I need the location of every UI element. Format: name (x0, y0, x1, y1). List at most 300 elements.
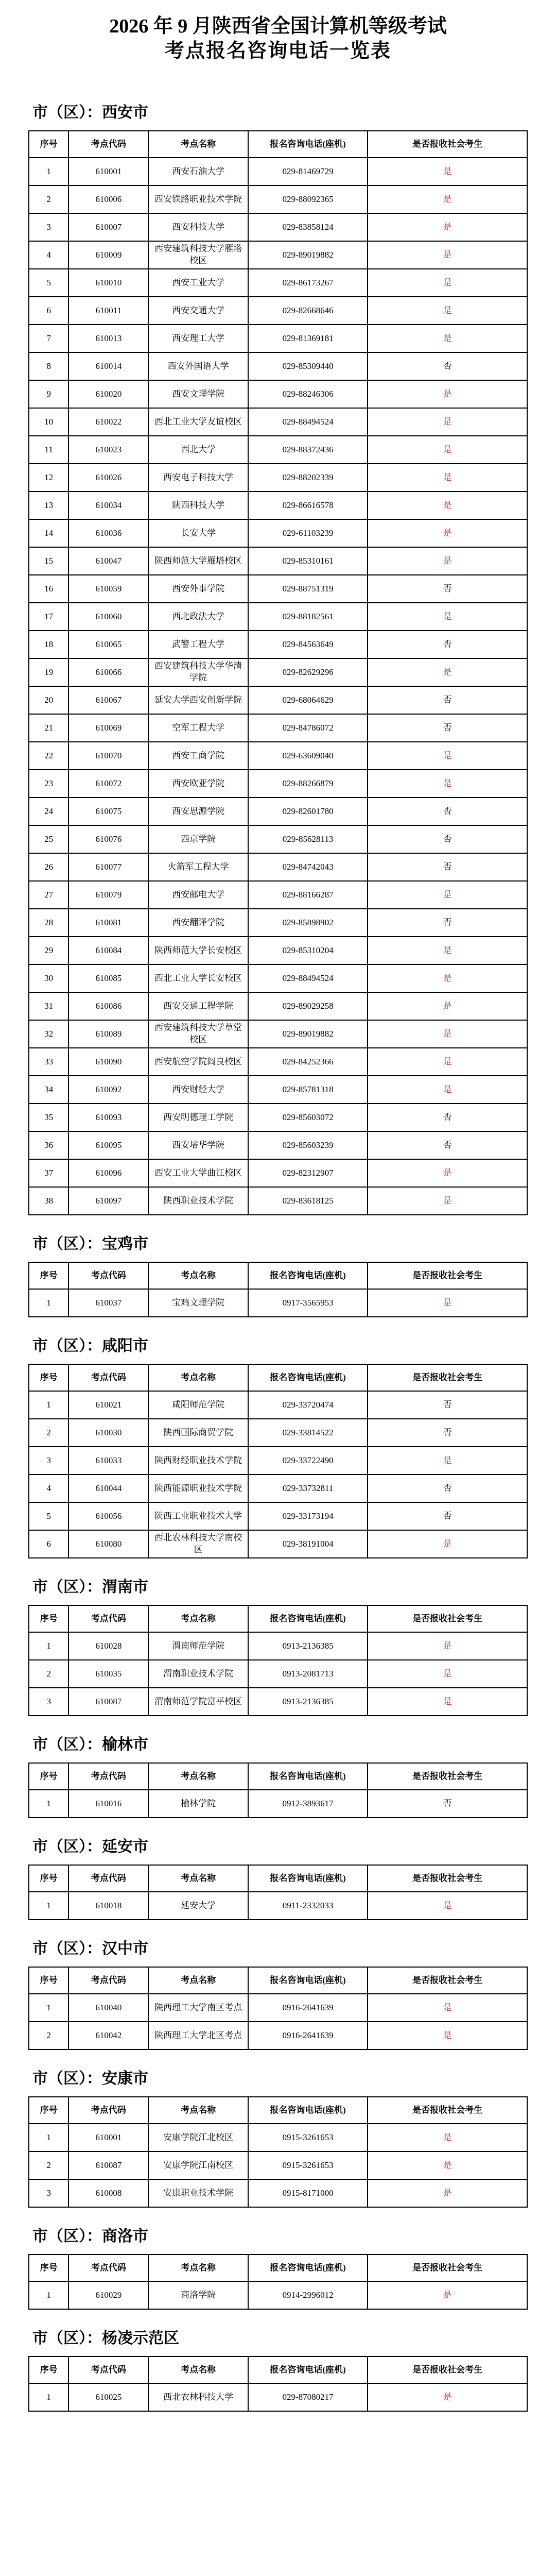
cell-index: 3 (29, 213, 68, 241)
cell-phone: 029-85310161 (248, 547, 368, 575)
table-row (29, 1419, 527, 1447)
cell-site-code: 610034 (68, 492, 148, 519)
cell-site-name: 西安建筑科技大学雁塔校区 (148, 241, 248, 269)
header-index: 序号 (29, 2255, 68, 2281)
table-header-row (29, 131, 527, 158)
cell-phone: 029-84742043 (248, 853, 368, 881)
table-row (29, 825, 527, 853)
header-accepts-public: 是否报收社会考生 (368, 2255, 527, 2281)
region-prefix: 市（区）： (32, 104, 102, 121)
cell-index: 12 (29, 464, 68, 492)
table-row (29, 1289, 527, 1317)
header-site-name: 考点名称 (148, 2255, 248, 2281)
cell-site-name: 西安外事学院 (148, 575, 248, 603)
cell-site-code: 610037 (68, 1289, 148, 1317)
header-phone: 报名咨询电话(座机) (248, 1865, 368, 1892)
cell-phone: 0913-2081713 (248, 1660, 368, 1688)
cell-site-name: 陕西能源职业技术学院 (148, 1475, 248, 1502)
cell-index: 4 (29, 1475, 68, 1502)
table-row (29, 992, 527, 1020)
cell-site-code: 610069 (68, 714, 148, 742)
region-name: 商洛市 (102, 2228, 148, 2245)
header-accepts-public: 是否报收社会考生 (368, 1605, 527, 1632)
header-index: 序号 (29, 1865, 68, 1892)
cell-site-name: 西安电子科技大学 (148, 464, 248, 492)
exam-site-table (28, 1967, 528, 2050)
cell-site-code: 610009 (68, 241, 148, 269)
region-prefix: 市（区）： (32, 2070, 102, 2087)
header-accepts-public: 是否报收社会考生 (368, 2097, 527, 2124)
cell-index: 9 (29, 380, 68, 408)
cell-site-name: 西北大学 (148, 436, 248, 464)
exam-site-table (28, 1762, 528, 1818)
cell-index: 5 (29, 269, 68, 297)
table-row (29, 658, 527, 686)
cell-accepts-public: 否 (368, 1419, 527, 1447)
cell-accepts-public: 是 (368, 1688, 527, 1716)
cell-accepts-public: 是 (368, 1994, 527, 2022)
region-section (28, 1231, 528, 1317)
cell-site-code: 610021 (68, 1391, 148, 1419)
cell-site-name: 西北工业大学长安校区 (148, 964, 248, 992)
region-heading (32, 2223, 528, 2246)
table-row (29, 1447, 527, 1475)
header-site-code: 考点代码 (68, 1262, 148, 1289)
region-section (28, 2325, 528, 2412)
header-phone: 报名咨询电话(座机) (248, 2255, 368, 2281)
cell-phone: 029-88494524 (248, 964, 368, 992)
table-row (29, 185, 527, 213)
exam-site-table (28, 1605, 528, 1716)
region-name: 杨凌示范区 (102, 2330, 179, 2347)
cell-site-code: 610077 (68, 853, 148, 881)
header-site-name: 考点名称 (148, 1865, 248, 1892)
table-row (29, 1892, 527, 1920)
table-row (29, 964, 527, 992)
cell-index: 6 (29, 297, 68, 325)
cell-phone: 0915-3261653 (248, 2124, 368, 2151)
region-heading (32, 1834, 528, 1856)
cell-accepts-public: 否 (368, 1391, 527, 1419)
cell-site-code: 610072 (68, 770, 148, 798)
cell-site-code: 610087 (68, 1688, 148, 1716)
cell-phone: 0911-2332033 (248, 1892, 368, 1920)
cell-site-code: 610011 (68, 297, 148, 325)
cell-site-code: 610023 (68, 436, 148, 464)
cell-site-code: 610047 (68, 547, 148, 575)
header-accepts-public: 是否报收社会考生 (368, 1364, 527, 1391)
header-accepts-public: 是否报收社会考生 (368, 1967, 527, 1994)
cell-phone: 0916-2641639 (248, 2022, 368, 2049)
table-row (29, 853, 527, 881)
cell-phone: 029-84786072 (248, 714, 368, 742)
cell-site-code: 610022 (68, 408, 148, 436)
cell-site-name: 陕西师范大学雁塔校区 (148, 547, 248, 575)
table-row (29, 547, 527, 575)
cell-site-code: 610056 (68, 1502, 148, 1530)
cell-site-name: 西北农林科技大学南校区 (148, 1530, 248, 1558)
header-site-code: 考点代码 (68, 1865, 148, 1892)
cell-site-code: 610042 (68, 2022, 148, 2049)
table-row (29, 1688, 527, 1716)
cell-index: 27 (29, 881, 68, 909)
cell-site-name: 陕西科技大学 (148, 492, 248, 519)
cell-site-name: 陕西职业技术学院 (148, 1187, 248, 1215)
cell-accepts-public: 否 (368, 1502, 527, 1530)
cell-site-name: 西安石油大学 (148, 158, 248, 185)
region-name: 榆林市 (102, 1736, 148, 1753)
cell-site-name: 西安科技大学 (148, 213, 248, 241)
cell-accepts-public: 是 (368, 1020, 527, 1048)
cell-phone: 029-88182561 (248, 603, 368, 631)
cell-phone: 029-85603072 (248, 1104, 368, 1131)
cell-accepts-public: 否 (368, 1131, 527, 1159)
cell-site-name: 西安工业大学 (148, 269, 248, 297)
cell-index: 3 (29, 1447, 68, 1475)
cell-site-code: 610086 (68, 992, 148, 1020)
cell-phone: 029-88202339 (248, 464, 368, 492)
cell-phone: 029-83858124 (248, 213, 368, 241)
cell-index: 1 (29, 2124, 68, 2151)
header-accepts-public: 是否报收社会考生 (368, 1865, 527, 1892)
cell-site-code: 610013 (68, 325, 148, 352)
cell-site-code: 610089 (68, 1020, 148, 1048)
cell-accepts-public: 是 (368, 937, 527, 964)
cell-index: 38 (29, 1187, 68, 1215)
region-prefix: 市（区）： (32, 1940, 102, 1957)
cell-accepts-public: 是 (368, 2383, 527, 2411)
header-accepts-public: 是否报收社会考生 (368, 1262, 527, 1289)
table-row (29, 436, 527, 464)
cell-phone: 029-87080217 (248, 2383, 368, 2411)
table-row (29, 1502, 527, 1530)
cell-index: 1 (29, 1892, 68, 1920)
cell-index: 16 (29, 575, 68, 603)
cell-index: 18 (29, 631, 68, 658)
table-row (29, 1994, 527, 2022)
cell-accepts-public: 是 (368, 1530, 527, 1558)
table-row (29, 325, 527, 352)
cell-phone: 029-86173267 (248, 269, 368, 297)
cell-site-name: 宝鸡文理学院 (148, 1289, 248, 1317)
cell-index: 1 (29, 1289, 68, 1317)
header-index: 序号 (29, 2357, 68, 2383)
table-row (29, 2383, 527, 2411)
header-site-code: 考点代码 (68, 2097, 148, 2124)
cell-index: 19 (29, 658, 68, 686)
cell-site-code: 610029 (68, 2281, 148, 2309)
cell-site-name: 渭南师范学院富平校区 (148, 1688, 248, 1716)
cell-site-name: 西安培华学院 (148, 1131, 248, 1159)
cell-accepts-public: 是 (368, 1187, 527, 1215)
cell-phone: 029-85309440 (248, 352, 368, 380)
cell-index: 1 (29, 1994, 68, 2022)
cell-site-code: 610085 (68, 964, 148, 992)
table-row (29, 770, 527, 798)
cell-accepts-public: 是 (368, 547, 527, 575)
cell-phone: 029-82629296 (248, 658, 368, 686)
cell-site-name: 西安交通大学 (148, 297, 248, 325)
cell-index: 6 (29, 1530, 68, 1558)
table-header-row (29, 1967, 527, 1994)
region-section (28, 2065, 528, 2208)
cell-site-name: 空军工程大学 (148, 714, 248, 742)
header-index: 序号 (29, 131, 68, 158)
cell-site-code: 610028 (68, 1632, 148, 1660)
region-heading (32, 1732, 528, 1754)
cell-site-name: 安康学院江南校区 (148, 2151, 248, 2179)
cell-phone: 029-85628113 (248, 825, 368, 853)
cell-accepts-public: 是 (368, 1076, 527, 1104)
cell-site-code: 610067 (68, 686, 148, 714)
cell-site-code: 610025 (68, 2383, 148, 2411)
region-section (28, 2223, 528, 2310)
table-row (29, 492, 527, 519)
cell-site-code: 610014 (68, 352, 148, 380)
region-name: 宝鸡市 (102, 1235, 148, 1252)
cell-index: 1 (29, 1632, 68, 1660)
header-site-name: 考点名称 (148, 2357, 248, 2383)
cell-site-name: 陕西师范大学长安校区 (148, 937, 248, 964)
cell-site-code: 610020 (68, 380, 148, 408)
cell-accepts-public: 否 (368, 1475, 527, 1502)
cell-index: 1 (29, 1790, 68, 1818)
cell-accepts-public: 否 (368, 686, 527, 714)
cell-site-name: 西安理工大学 (148, 325, 248, 352)
cell-phone: 029-33173194 (248, 1502, 368, 1530)
cell-site-code: 610075 (68, 798, 148, 825)
cell-site-name: 西北农林科技大学 (148, 2383, 248, 2411)
region-heading (32, 2325, 528, 2348)
exam-site-table (28, 1865, 528, 1920)
table-row (29, 714, 527, 742)
table-row (29, 742, 527, 770)
cell-index: 34 (29, 1076, 68, 1104)
header-site-name: 考点名称 (148, 1967, 248, 1994)
header-phone: 报名咨询电话(座机) (248, 1605, 368, 1632)
cell-accepts-public: 否 (368, 631, 527, 658)
cell-site-code: 610097 (68, 1187, 148, 1215)
cell-phone: 029-88246306 (248, 380, 368, 408)
cell-index: 2 (29, 1419, 68, 1447)
cell-phone: 029-88166287 (248, 881, 368, 909)
cell-phone: 029-33720474 (248, 1391, 368, 1419)
table-row (29, 2179, 527, 2207)
cell-site-code: 610010 (68, 269, 148, 297)
cell-index: 2 (29, 2151, 68, 2179)
cell-accepts-public: 是 (368, 603, 527, 631)
cell-site-name: 陕西财经职业技术学院 (148, 1447, 248, 1475)
region-name: 汉中市 (102, 1940, 148, 1957)
cell-site-name: 西安财经大学 (148, 1076, 248, 1104)
header-phone: 报名咨询电话(座机) (248, 1763, 368, 1790)
cell-site-name: 安康职业技术学院 (148, 2179, 248, 2207)
cell-accepts-public: 是 (368, 770, 527, 798)
cell-site-name: 陕西国际商贸学院 (148, 1419, 248, 1447)
cell-index: 10 (29, 408, 68, 436)
cell-index: 3 (29, 2179, 68, 2207)
table-header-row (29, 1262, 527, 1289)
cell-accepts-public: 是 (368, 241, 527, 269)
header-site-code: 考点代码 (68, 2357, 148, 2383)
cell-phone: 029-83618125 (248, 1187, 368, 1215)
cell-index: 2 (29, 1660, 68, 1688)
cell-index: 30 (29, 964, 68, 992)
cell-index: 32 (29, 1020, 68, 1048)
cell-accepts-public: 是 (368, 380, 527, 408)
region-prefix: 市（区）： (32, 1235, 102, 1252)
cell-phone: 029-84252366 (248, 1048, 368, 1076)
cell-index: 1 (29, 1391, 68, 1419)
cell-phone: 029-33814522 (248, 1419, 368, 1447)
cell-accepts-public: 否 (368, 825, 527, 853)
table-row (29, 937, 527, 964)
table-row (29, 2151, 527, 2179)
cell-index: 25 (29, 825, 68, 853)
cell-site-name: 西安明德理工学院 (148, 1104, 248, 1131)
cell-index: 24 (29, 798, 68, 825)
region-section (28, 99, 528, 1215)
region-prefix: 市（区）： (32, 1838, 102, 1855)
table-row (29, 798, 527, 825)
header-site-code: 考点代码 (68, 1763, 148, 1790)
table-row (29, 1020, 527, 1048)
region-prefix: 市（区）： (32, 2228, 102, 2245)
cell-phone: 029-61103239 (248, 519, 368, 547)
table-header-row (29, 1605, 527, 1632)
cell-index: 21 (29, 714, 68, 742)
cell-site-name: 西北政法大学 (148, 603, 248, 631)
cell-site-code: 610018 (68, 1892, 148, 1920)
exam-site-table (28, 1262, 528, 1317)
header-index: 序号 (29, 1364, 68, 1391)
cell-site-code: 610026 (68, 464, 148, 492)
cell-site-code: 610016 (68, 1790, 148, 1818)
header-phone: 报名咨询电话(座机) (248, 1364, 368, 1391)
cell-accepts-public: 是 (368, 492, 527, 519)
region-name: 安康市 (102, 2070, 148, 2087)
cell-phone: 029-88751319 (248, 575, 368, 603)
table-row (29, 158, 527, 185)
cell-accepts-public: 是 (368, 325, 527, 352)
cell-accepts-public: 是 (368, 158, 527, 185)
region-sections (28, 99, 528, 2412)
cell-site-name: 西安外国语大学 (148, 352, 248, 380)
cell-index: 23 (29, 770, 68, 798)
table-row (29, 1048, 527, 1076)
cell-accepts-public: 是 (368, 1289, 527, 1317)
cell-site-code: 610080 (68, 1530, 148, 1558)
table-row (29, 1790, 527, 1818)
cell-accepts-public: 是 (368, 1048, 527, 1076)
cell-phone: 0916-2641639 (248, 1994, 368, 2022)
header-index: 序号 (29, 1605, 68, 1632)
cell-accepts-public: 否 (368, 909, 527, 937)
cell-accepts-public: 是 (368, 1892, 527, 1920)
cell-site-name: 西安铁路职业技术学院 (148, 185, 248, 213)
cell-accepts-public: 是 (368, 1447, 527, 1475)
cell-index: 17 (29, 603, 68, 631)
region-heading (32, 2065, 528, 2088)
cell-index: 28 (29, 909, 68, 937)
cell-site-name: 延安大学西安创新学院 (148, 686, 248, 714)
table-header-row (29, 1865, 527, 1892)
header-phone: 报名咨询电话(座机) (248, 131, 368, 158)
cell-site-code: 610036 (68, 519, 148, 547)
cell-accepts-public: 是 (368, 297, 527, 325)
cell-index: 15 (29, 547, 68, 575)
cell-accepts-public: 是 (368, 881, 527, 909)
cell-phone: 0914-2996012 (248, 2281, 368, 2309)
region-section (28, 1333, 528, 1558)
cell-index: 1 (29, 158, 68, 185)
header-accepts-public: 是否报收社会考生 (368, 2357, 527, 2383)
cell-phone: 029-63609040 (248, 742, 368, 770)
cell-accepts-public: 否 (368, 853, 527, 881)
table-header-row (29, 2357, 527, 2383)
cell-index: 11 (29, 436, 68, 464)
cell-site-code: 610044 (68, 1475, 148, 1502)
cell-index: 7 (29, 325, 68, 352)
cell-phone: 029-33722490 (248, 1447, 368, 1475)
table-row (29, 297, 527, 325)
cell-site-name: 榆林学院 (148, 1790, 248, 1818)
cell-index: 1 (29, 2383, 68, 2411)
cell-site-name: 延安大学 (148, 1892, 248, 1920)
table-row (29, 1530, 527, 1558)
cell-accepts-public: 是 (368, 408, 527, 436)
region-heading (32, 1333, 528, 1355)
table-row (29, 1076, 527, 1104)
cell-accepts-public: 是 (368, 436, 527, 464)
header-accepts-public: 是否报收社会考生 (368, 1763, 527, 1790)
exam-site-table (28, 2096, 528, 2208)
cell-phone: 029-88092365 (248, 185, 368, 213)
cell-phone: 029-82312907 (248, 1159, 368, 1187)
cell-phone: 0915-8171000 (248, 2179, 368, 2207)
table-row (29, 464, 527, 492)
cell-accepts-public: 是 (368, 992, 527, 1020)
cell-index: 3 (29, 1688, 68, 1716)
header-phone: 报名咨询电话(座机) (248, 2357, 368, 2383)
cell-accepts-public: 是 (368, 185, 527, 213)
table-row (29, 213, 527, 241)
cell-site-code: 610006 (68, 185, 148, 213)
cell-phone: 0913-2136385 (248, 1632, 368, 1660)
header-site-code: 考点代码 (68, 1364, 148, 1391)
cell-accepts-public: 是 (368, 1159, 527, 1187)
cell-accepts-public: 是 (368, 269, 527, 297)
header-index: 序号 (29, 1763, 68, 1790)
cell-index: 29 (29, 937, 68, 964)
cell-phone: 029-38191004 (248, 1530, 368, 1558)
document-subtitle: 考点报名咨询电话一览表 (164, 40, 391, 62)
cell-site-name: 西京学院 (148, 825, 248, 853)
cell-site-code: 610076 (68, 825, 148, 853)
cell-accepts-public: 否 (368, 1104, 527, 1131)
cell-accepts-public: 是 (368, 2281, 527, 2309)
cell-phone: 029-82668646 (248, 297, 368, 325)
table-header-row (29, 2255, 527, 2281)
cell-site-code: 610096 (68, 1159, 148, 1187)
cell-index: 31 (29, 992, 68, 1020)
cell-index: 22 (29, 742, 68, 770)
cell-site-code: 610081 (68, 909, 148, 937)
header-site-code: 考点代码 (68, 1605, 148, 1632)
cell-site-name: 西安交通工程学院 (148, 992, 248, 1020)
cell-index: 8 (29, 352, 68, 380)
exam-site-table (28, 2356, 528, 2412)
